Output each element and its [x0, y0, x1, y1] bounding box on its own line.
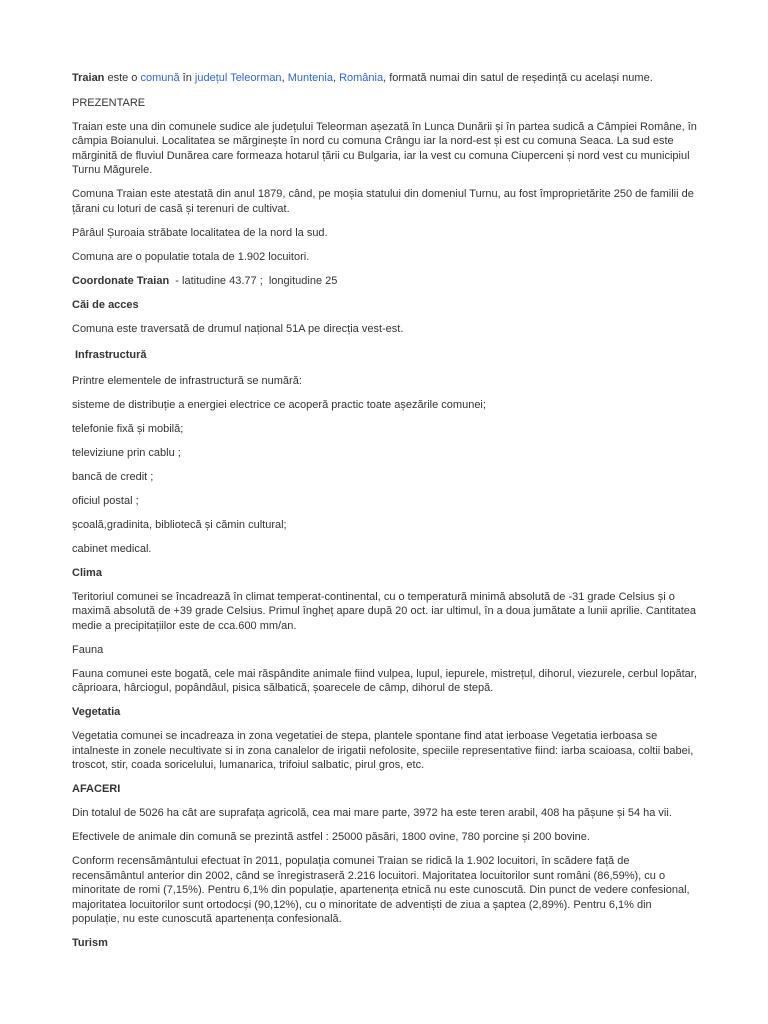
heading-turism: Turism [72, 937, 108, 949]
heading-afaceri: AFACERI [72, 783, 121, 795]
prezentare-paragraph-3: Pârâul Șuroaia străbate localitatea de la nord la sud. [72, 226, 328, 239]
infrastructura-item: cabinet medical. [72, 542, 152, 555]
vegetatia-text: Vegetatia comunei se incadreaza in zona vegetatiei de stepa, plantele spontane find atat ierboase Vegetatia ierboasa se intalneste in zonele necultivate si in zona canalelor de irigatii nefolosite, speciile representative fiind: iarba scaioasa, coltii babei, troscot, stir, coada soricelului, lumanarica, trifoiul salbatic, pirul gros, etc. [72, 730, 694, 771]
link-comuna[interactable]: comună [140, 72, 180, 84]
intro-text-1: este o [104, 72, 141, 84]
intro-text-5: , formată numai din satul de reședință cu același nume. [383, 72, 653, 84]
heading-infrastructura: Infrastructură [75, 349, 147, 361]
document-page [72, 71, 702, 960]
infrastructura-item: televiziune prin cablu ; [72, 446, 181, 459]
afaceri-paragraph-1: Din totalul de 5026 ha cât are suprafața agricolă, cea mai mare parte, 3972 ha este teren arabil, 408 ha pășune și 54 ha vii. [72, 807, 672, 819]
infrastructura-item: oficiul postal ; [72, 494, 139, 507]
afaceri-paragraph-2: Efectivele de animale din comună se prezintă astfel : 25000 păsări, 1800 ovine, 780 porcine și 200 bovine. [72, 831, 590, 843]
prezentare-paragraph-4: Comuna are o populatie totala de 1.902 locuitori. [72, 250, 310, 263]
intro-paragraph [72, 71, 702, 86]
link-muntenia[interactable]: Muntenia [287, 72, 333, 84]
fauna-text: Fauna comunei este bogată, cele mai răspândite animale fiind vulpea, lupul, iepurele, mistrețul, dihorul, viezurele, cerbul lopătar, căprioara, hârciogul, popândăul, pisica sălbatică, șoarecele de câmp, dihorul de stepă. [72, 667, 697, 694]
link-romania[interactable]: România [339, 72, 384, 84]
prezentare-paragraph-2: Comuna Traian este atestată din anul 1879, când, pe moșia statului din domeniul Turnu, au fost împroprietărite 250 de familii de țărani cu loturi de casă și terenuri de cultivat. [72, 188, 694, 215]
heading-prezentare: PREZENTARE [72, 96, 146, 109]
heading-clima: Clima [72, 566, 102, 579]
infrastructura-item: telefonie fixă și mobilă; [72, 422, 184, 435]
intro-text-3: , [281, 72, 288, 84]
coordonate-label: Coordonate Traian [72, 274, 170, 287]
heading-vegetatia: Vegetatia [72, 706, 121, 718]
infrastructura-item: bancă de credit ; [72, 470, 154, 483]
clima-text: Teritoriul comunei se încadrează în climat temperat-continental, cu o temperatură minimă absolută de -31 grade Celsius și o maximă absolută de +39 grade Celsius. Primul îngheț apare după 20 oct. iar ultimul, în a doua jumătate a lunii aprilie. Cantitatea medie a precipitațiilor este de cca.600 mm/an. [72, 590, 696, 632]
intro-text-4: , [332, 72, 340, 84]
coordonate-paragraph [72, 274, 702, 289]
link-judet-teleorman[interactable]: județul Teleorman [194, 72, 282, 84]
infrastructura-item: școală,gradinita, bibliotecă și cămin cultural; [72, 518, 287, 531]
afaceri-paragraph-3: Conform recensământului efectuat în 2011, populația comunei Traian se ridică la 1.902 locuitori, în scădere față de recensământul anterior din 2002, când se înregistraseră 2.216 locuitori. Majoritatea locuitorilor sunt români (86,59%), cu o minoritate de romi (7,15%). Pentru 6,1% din populație, apartenența etnică nu este cunoscută. Din punct de vedere confesional, majoritatea locuitorilor sunt ortodocși (90,12%), cu o minoritate de adventiști de ziua a șaptea (2,89%). Pentru 6,1% din populație, nu este cunoscută apartenența confesională. [72, 855, 690, 925]
cai-de-acces-text: Comuna este traversată de drumul național 51A pe direcția vest-est. [72, 322, 404, 335]
infrastructura-item: sisteme de distribuție a energiei electrice ce acoperă practic toate așezările comunei; [72, 398, 486, 411]
infrastructura-intro: Printre elementele de infrastructură se numără: [72, 374, 302, 387]
intro-text-2: în [179, 72, 195, 84]
intro-name: Traian [72, 72, 105, 84]
prezentare-paragraph-1: Traian este una din comunele sudice ale județului Teleorman așezată în Lunca Dunării și în partea sudică a Câmpiei Române, în câmpia Boianului. Localitatea se mărginește în nord cu comuna Crângu iar la nord-est și est cu comuna Seaca. La sud este mărginită de fluviul Dunărea care formeaza hotarul țării cu Bulgaria, iar la vest cu comuna Ciuperceni și nord vest cu municipiul Turnu Măgurele. [72, 120, 697, 176]
heading-cai-de-acces: Căi de acces [72, 298, 139, 311]
coordonate-value: - latitudine 43.77 ; longitudine 25 [169, 274, 338, 287]
heading-fauna: Fauna [72, 643, 104, 656]
